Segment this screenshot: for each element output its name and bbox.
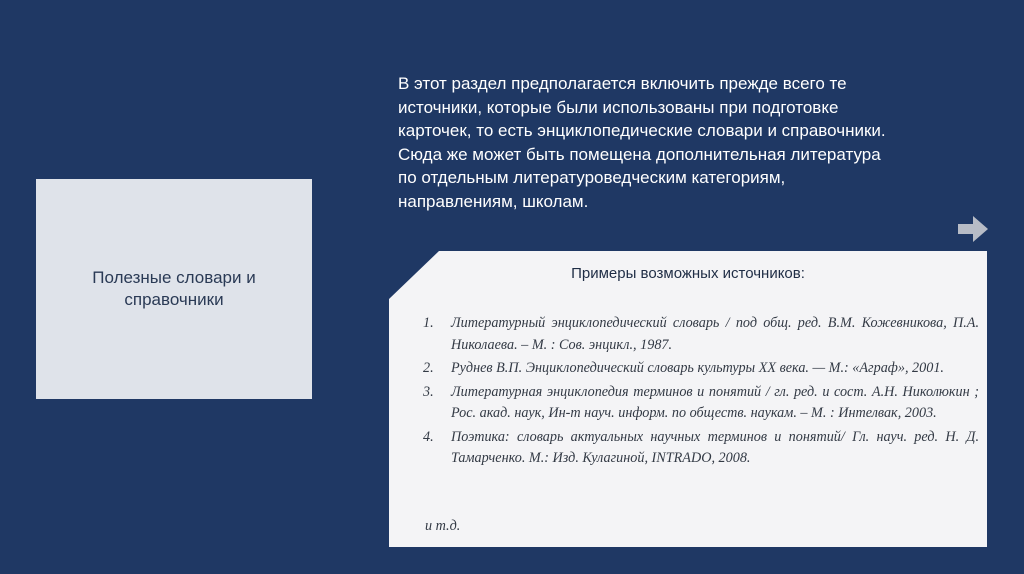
intro-paragraph: В этот раздел предполагается включить прежде всего те источники, которые были использованы при подготовке карточек, то есть энциклопедические словари и справочники. Сюда же может быть помещена дополнительная литература по отдельным литературоведческим категориям, направлениям, школам. (398, 74, 886, 211)
list-item-text: Литературная энциклопедия терминов и понятий / гл. ред. и сост. А.Н. Николюкин ; Рос. акад. наук, Ин-т науч. информ. по обществ. наукам. – М. : Интелвак, 2003. (451, 383, 979, 421)
list-item (423, 382, 979, 425)
list-item-number: 3. (423, 383, 434, 400)
list-item (423, 358, 979, 380)
sources-list (423, 313, 979, 472)
list-item-number: 2. (423, 360, 434, 376)
sources-heading: Примеры возможных источников: (571, 265, 805, 282)
list-item-number: 1. (423, 315, 434, 331)
list-item (423, 313, 979, 356)
arrow-right-icon[interactable] (958, 216, 988, 242)
list-item-number: 4. (423, 428, 434, 445)
sources-etc: и т.д. (425, 518, 461, 534)
list-item-text: Поэтика: словарь актуальных научных терминов и понятий/ Гл. науч. ред. Н. Д. Тамарченко. М.: Изд. Кулагиной, INTRADO, 2008. (451, 428, 979, 466)
list-item (423, 427, 979, 470)
list-item-text: Литературный энциклопедический словарь / под общ. ред. В.М. Кожевникова, П.А. Николаева. – М. : Сов. энцикл., 1987. (451, 315, 979, 353)
sources-card (389, 251, 987, 547)
topic-title: Полезные словари и справочники (92, 268, 256, 309)
list-item-text: Руднев В.П. Энциклопедический словарь культуры XX века. — М.: «Аграф», 2001. (451, 360, 944, 376)
topic-panel (36, 179, 312, 399)
